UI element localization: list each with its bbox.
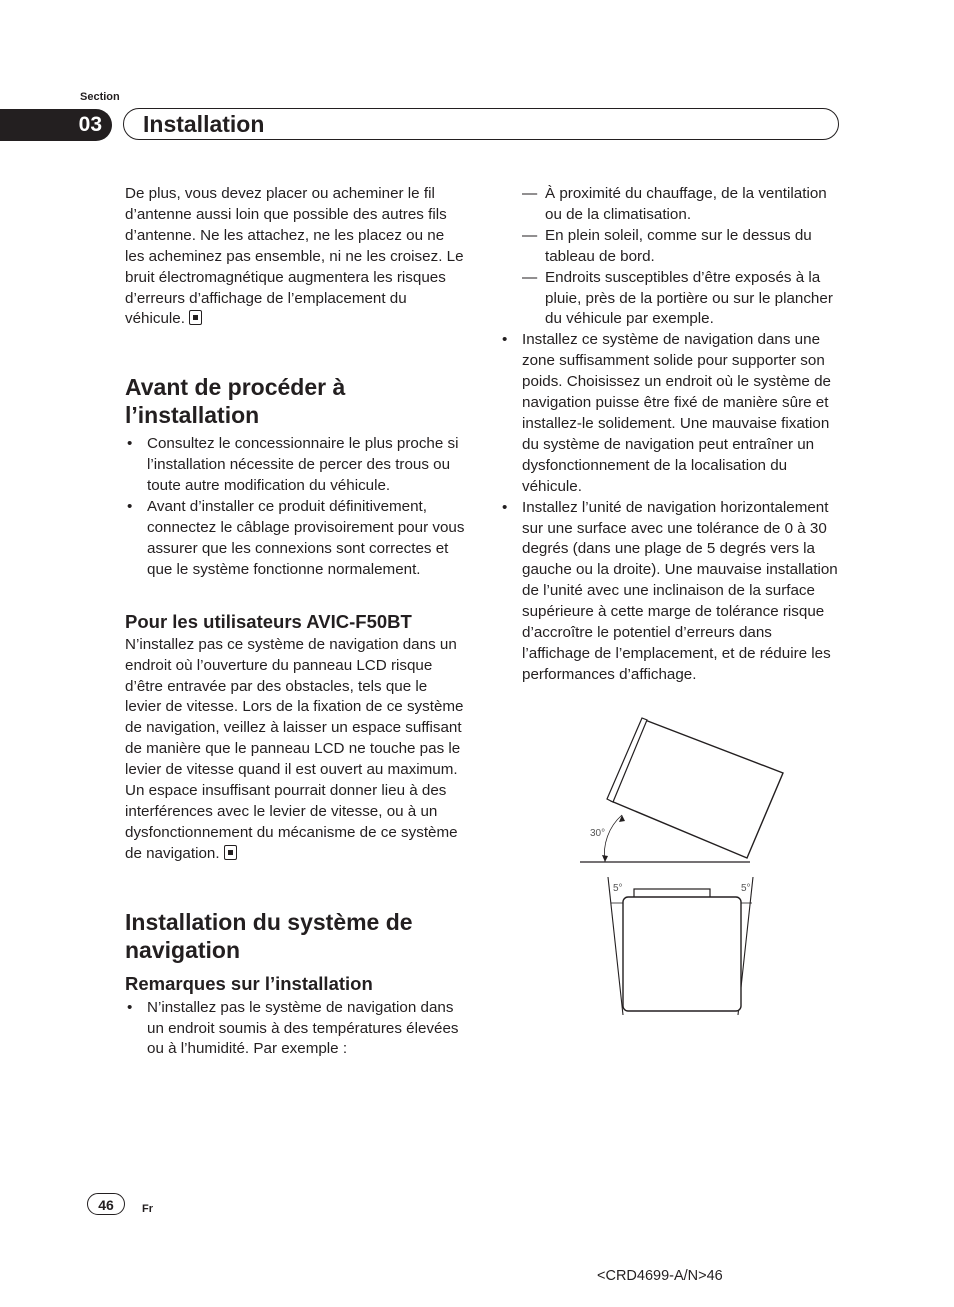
document-code: <CRD4699-A/N>46 — [597, 1268, 723, 1284]
left-tolerance-line — [608, 877, 623, 1015]
section-label: Section — [80, 91, 120, 103]
install-bullets — [500, 330, 842, 685]
tilt-angle-arc — [604, 815, 622, 862]
arrow-head-icon — [602, 855, 608, 862]
remarks-list — [125, 998, 467, 1061]
tilt-angle-label: 30° — [590, 828, 606, 839]
install-heading: Installation du système de navigation — [125, 908, 413, 963]
dash-list — [522, 184, 842, 330]
left-column — [125, 184, 467, 1060]
page-number: 46 — [87, 1193, 125, 1215]
left-tolerance-label: 5° — [613, 883, 623, 894]
list-item: • Installez ce système de navigation dans une zone suffisamment solide pour supporter son poids. Choisissez un endroit où le système de navigation puisse être fixé de manière sûre et installez-le solidement. Une mauvaise fixation du système de navigation peut entraîner un dysfonctionnement de la localisation du véhicule. — [500, 330, 842, 497]
right-column — [500, 184, 842, 686]
avic-heading: Pour les utilisateurs AVIC-F50BT — [125, 610, 412, 632]
installation-angle-figure — [575, 715, 795, 1020]
list-item: • Installez l’unité de navigation horizontalement sur une surface avec une tolérance de 0 à 30 degrés (dans une plage de 5 degrés vers la gauche ou la droite). Une mauvaise installation de l’unité avec une inclinaison de la surface supérieure à cette marge de tolérance risque d’accroître le potentiel d’erreurs dans l’affichage de l’emplacement, et de réduire les performances d’affichage. — [500, 498, 842, 686]
front-unit-body — [623, 897, 741, 1011]
avic-text: N’installez pas ce système de navigation dans un endroit où l’ouverture du panneau LCD risque d’être entravée par des obstacles, tels que le levier de vitesse. Lors de la fixation de ce système de navigation, veillez à laisser un espace suffisant de manière que le panneau LCD ne touche pas le levier de vitesse quand il est ouvert au maximum. Un espace insuffisant pourrait donner lieu à des interférences avec le levier de vitesse, ou à un dysfonctionnement du mécanisme de ce système de navigation. — [125, 635, 464, 862]
end-mark-icon — [224, 845, 237, 860]
remarks-heading: Remarques sur l’installation — [125, 972, 373, 994]
avic-paragraph — [125, 635, 467, 865]
list-item: • Avant d’installer ce produit définitivement, connectez le câblage provisoirement pour vous assurer que les connexions sont correctes et que le système fonctionne normalement. — [125, 497, 467, 581]
section-title: Installation — [143, 111, 265, 137]
right-tolerance-label: 5° — [741, 883, 751, 894]
list-item: — En plein soleil, comme sur le dessus du tableau de bord. — [522, 226, 842, 268]
before-install-heading: Avant de procéder à l’installation — [125, 374, 346, 429]
arrow-head-icon — [619, 815, 625, 822]
list-item: • Consultez le concessionnaire le plus proche si l’installation nécessite de percer des trous ou toute autre modification du véhicule. — [125, 434, 467, 497]
list-item: — À proximité du chauffage, de la ventilation ou de la climatisation. — [522, 184, 842, 226]
language-code: Fr — [142, 1203, 153, 1215]
end-mark-icon — [189, 310, 202, 325]
intro-paragraph — [125, 184, 467, 330]
section-number-badge: 03 — [0, 109, 112, 141]
before-install-list — [125, 434, 467, 580]
list-item: — Endroits susceptibles d’être exposés à la pluie, près de la portière ou sur le plancher du véhicule par exemple. — [522, 268, 842, 331]
intro-text: De plus, vous devez placer ou acheminer le fil d’antenne aussi loin que possible des autres fils d’antenne. Ne les attachez, ne les placez ou ne les acheminez pas ensemble, ni ne les croisez. Le bruit électromagnétique augmentera les risques d’erreurs d’affichage de l’emplacement du véhicule. — [125, 185, 464, 328]
list-item: • N’installez pas le système de navigation dans un endroit soumis à des températures élevées ou à l’humidité. Par exemple : — [125, 998, 467, 1061]
